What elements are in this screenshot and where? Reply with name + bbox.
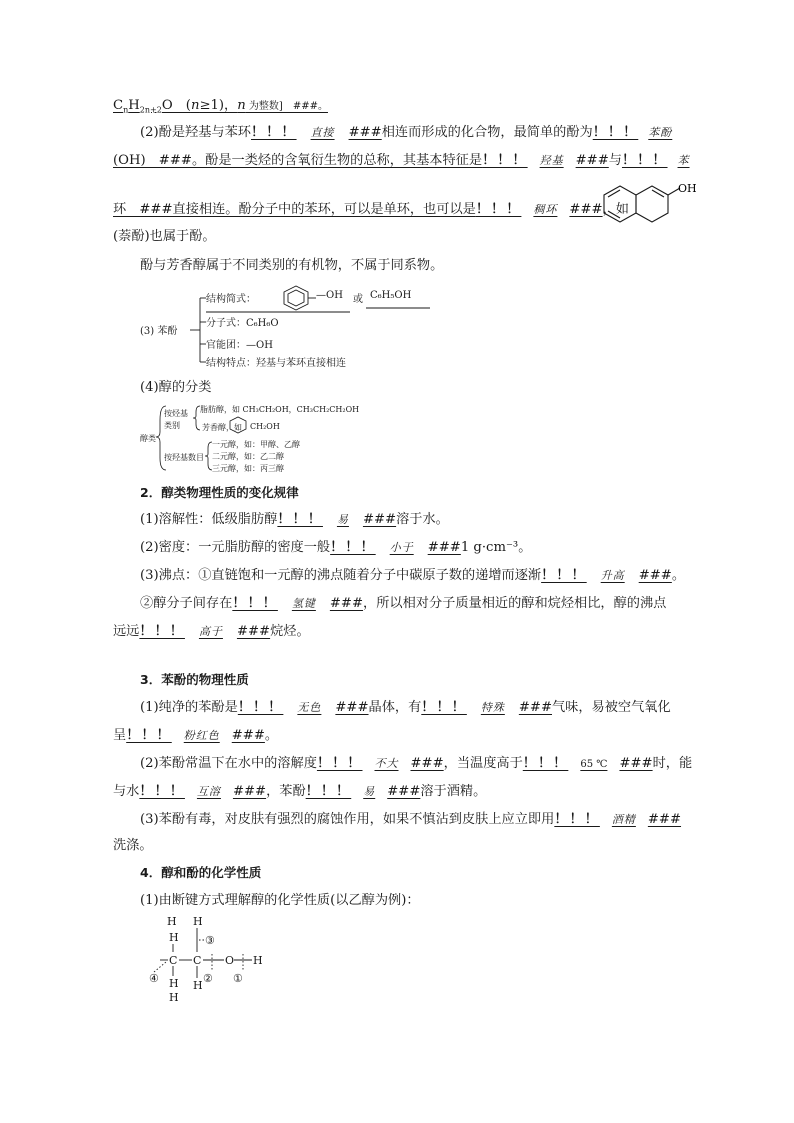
s2-line5: 远远！！！ 高于 ###烷烃。 bbox=[113, 624, 310, 639]
phenol-summary: (3) 苯酚 结构简式： —OH 或 C₆H₅OH 分子式：C₆H₆O 官能团：—OH 结构特点：羟基与苯环直接相连 bbox=[140, 286, 400, 370]
s3-line2: 呈！！！ 粉红色 ###。 bbox=[113, 728, 279, 743]
s2-line1: (1)溶解性：低级脂肪醇！！！ 易 ###溶于水。 bbox=[140, 512, 449, 527]
s3-line4: 与水！！！ 互溶 ###，苯酚！！！ 易 ###溶于酒精。 bbox=[113, 784, 487, 799]
svg-text:H: H bbox=[253, 954, 263, 967]
svg-text:H: H bbox=[169, 991, 179, 1004]
s3-title: 3．苯酚的物理性质 bbox=[140, 672, 249, 687]
s4-title: 4．醇和酚的化学性质 bbox=[140, 865, 262, 880]
s3-line5: (3)苯酚有毒，对皮肤有强烈的腐蚀作用，如果不慎沾到皮肤上应立即用！！！ 酒精 ### bbox=[140, 812, 682, 827]
formula-line: $C_nH_{2n+2}O$ (n≥1)，n 为整数] ###。 bbox=[113, 98, 328, 115]
svg-text:C: C bbox=[169, 954, 178, 967]
alcohol-classification: 醇类 按烃基 类别 脂肪醇，如 CH₃CH₂OH，CH₃CH₂CH₂OH 芳香醇，如 CH₂OH 按羟基数目 一元醇，如：甲醇、乙醇 二元醇，如：乙二醇 三元醇，如：丙三醇 bbox=[140, 405, 360, 473]
s4-line1: (1)由断键方式理解醇的化学性质(以乙醇为例)： bbox=[140, 893, 420, 908]
p2-line4: (萘酚)也属于酚。 bbox=[113, 229, 216, 244]
svg-text:H: H bbox=[193, 915, 203, 928]
s3-line1: (1)纯净的苯酚是！！！ 无色 ###晶体，有！！！ 特殊 ###气味，易被空气氧化 bbox=[140, 700, 671, 715]
p2-line1: (2)酚是羟基与苯环！！！ 直接 ###相连而形成的化合物，最简单的酚为！！！ 苯酚 bbox=[140, 125, 673, 140]
ethanol-bond-diagram bbox=[140, 914, 280, 1004]
s2-title: 2．醇类物理性质的变化规律 bbox=[140, 485, 299, 500]
svg-text:④: ④ bbox=[149, 972, 159, 985]
svg-text:H: H bbox=[169, 977, 179, 990]
s3-line3: (2)苯酚常温下在水中的溶解度！！！ 不大 ###，当温度高于！！！ 65 ℃ ###时，能 bbox=[140, 756, 693, 771]
s2-line4: ②醇分子间存在！！！ 氢键 ###，所以相对分子质量相近的醇和烷烃相比，醇的沸点 bbox=[140, 596, 667, 611]
note-line: 酚与芳香醇属于不同类别的有机物，不属于同系物。 bbox=[140, 258, 444, 273]
s2-line2: (2)密度：一元脂肪醇的密度一般！！！ 小于 ###1 g·cm⁻³。 bbox=[140, 540, 532, 555]
svg-text:C: C bbox=[193, 954, 202, 967]
svg-text:OH: OH bbox=[678, 182, 697, 195]
svg-text:O: O bbox=[225, 954, 235, 967]
naphthol-structure bbox=[598, 172, 697, 232]
s2-line3: (3)沸点：①直链饱和一元醇的沸点随着分子中碳原子数的递增而逐渐！！！ 升高 ###。 bbox=[140, 568, 686, 583]
svg-text:H: H bbox=[167, 915, 177, 928]
p4-title: (4)醇的分类 bbox=[140, 380, 212, 395]
svg-text:H: H bbox=[193, 979, 203, 992]
svg-text:H: H bbox=[169, 931, 179, 944]
svg-text:②: ② bbox=[203, 972, 213, 985]
svg-text:①: ① bbox=[233, 972, 243, 985]
s3-line6: 洗涤。 bbox=[113, 838, 153, 853]
p2-line3: 环 ###直接相连。酚分子中的苯环，可以是单环，也可以是！！！ 稠环 ###，如 bbox=[113, 202, 629, 217]
svg-text:③: ③ bbox=[205, 934, 215, 947]
p2-line2: (OH) ###。酚是一类烃的含氧衍生物的总称，其基本特征是！！！ 羟基 ###与！！！ 苯 bbox=[113, 153, 690, 168]
